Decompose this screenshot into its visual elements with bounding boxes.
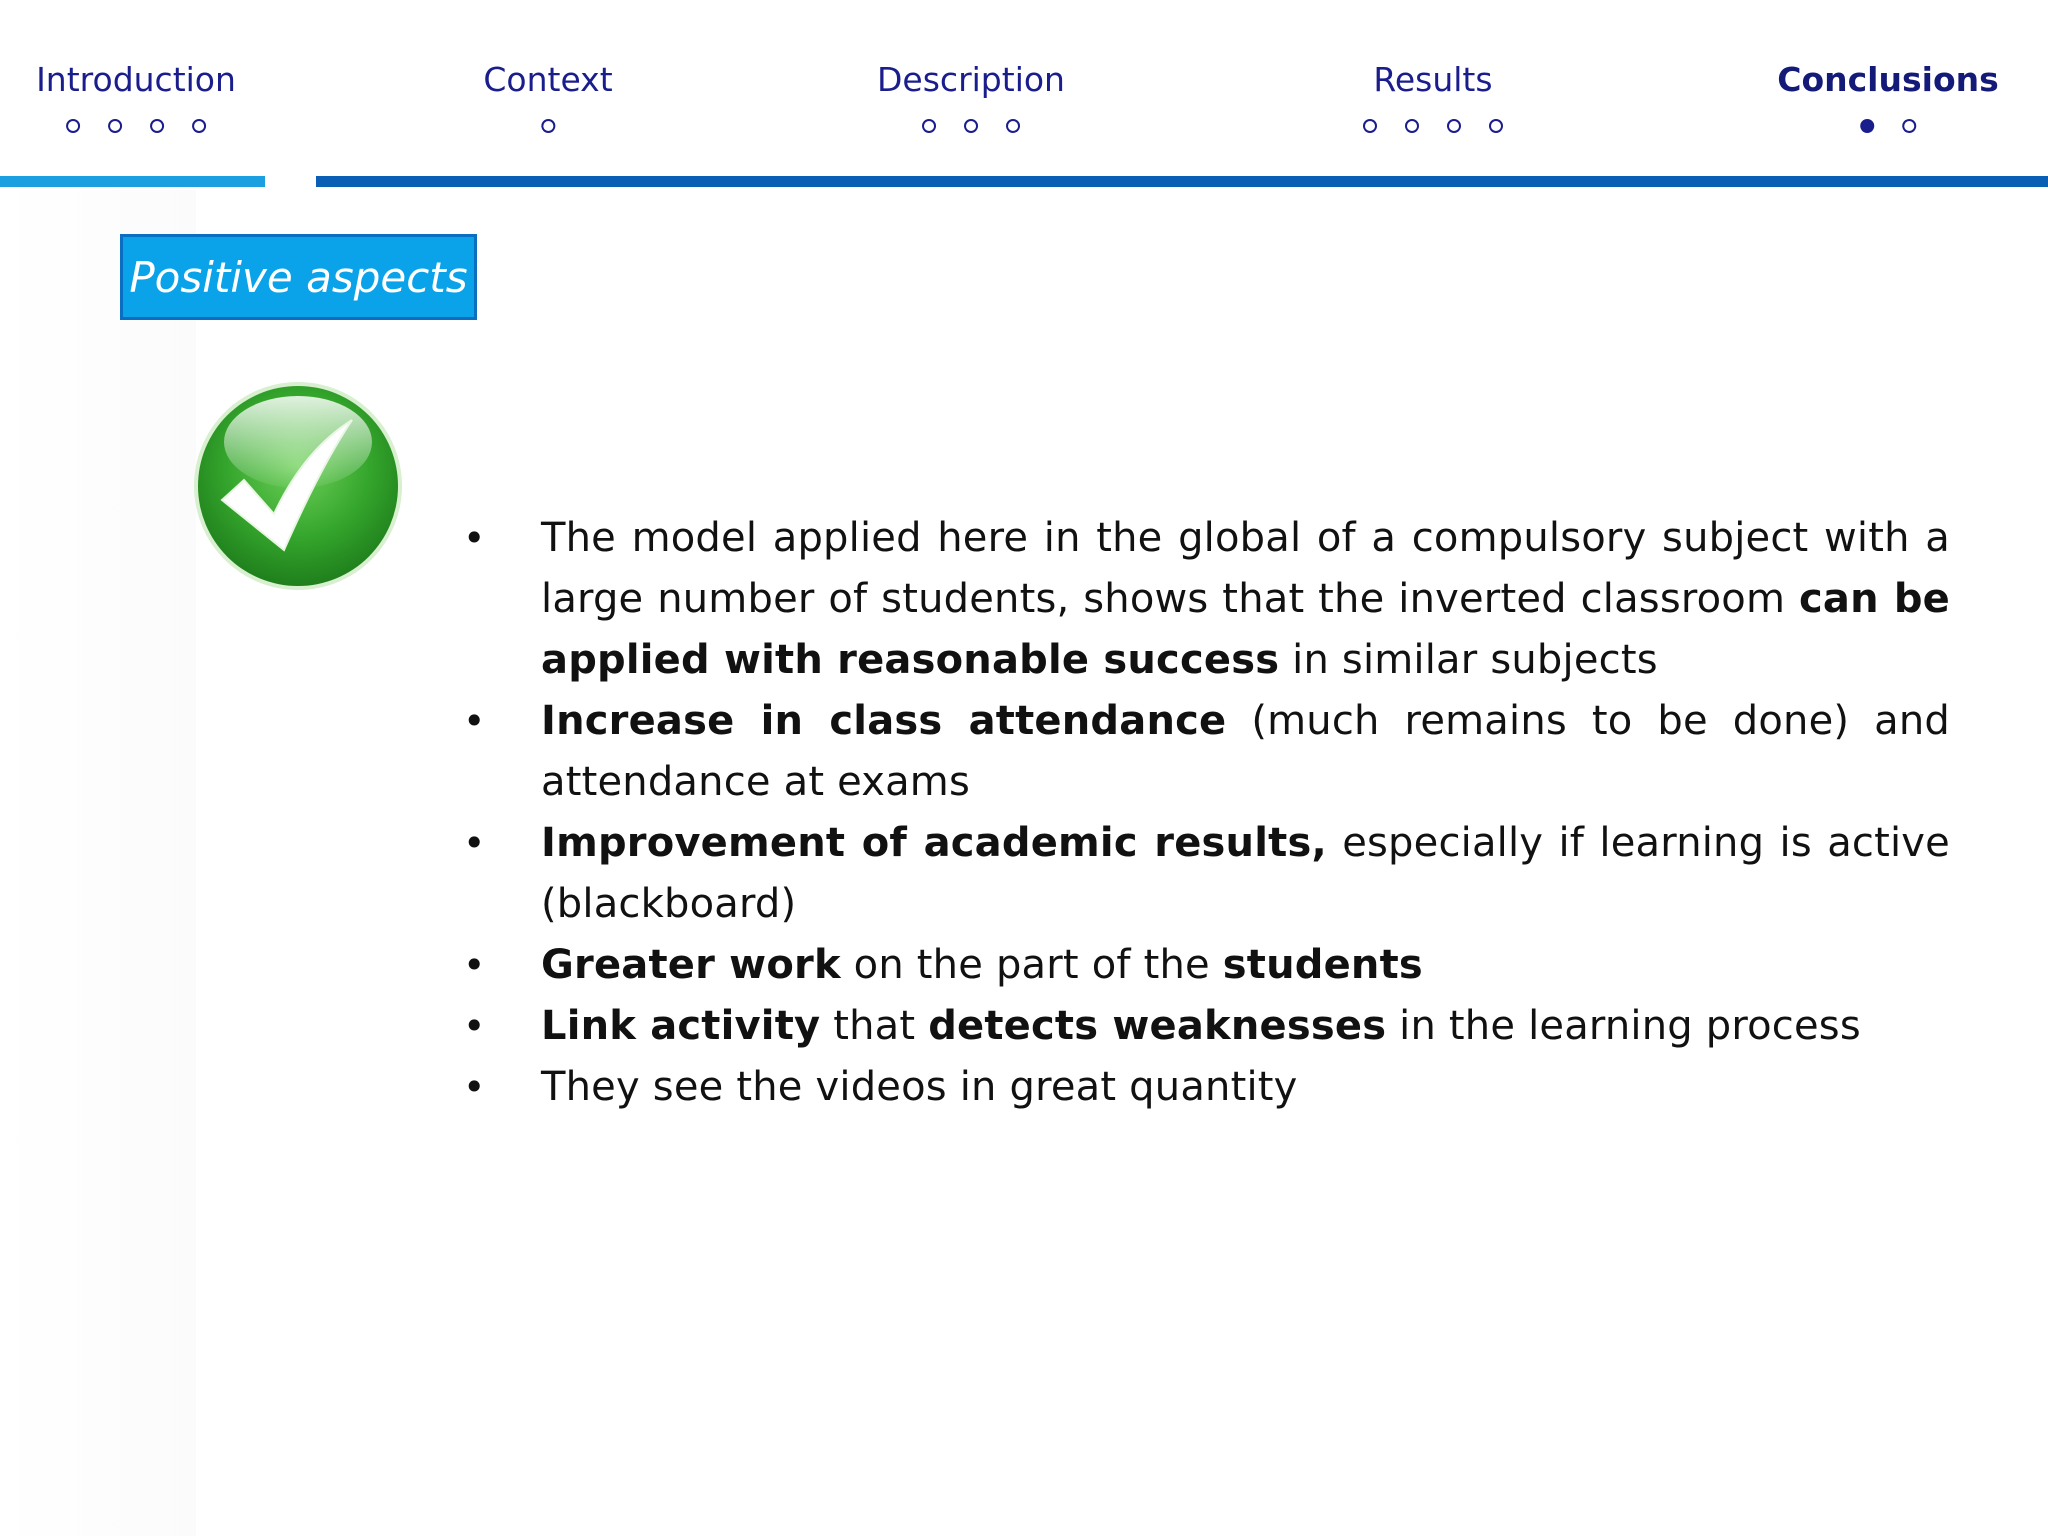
nav-label: Conclusions (1777, 60, 1999, 99)
bullet-text-bold: can be applied with reasonable success (541, 576, 1950, 683)
bullet-marker: • (463, 821, 486, 865)
bullet-text-bold: detects weaknesses (928, 1003, 1387, 1049)
nav-bar-left (0, 176, 265, 187)
nav-dot[interactable] (922, 119, 936, 133)
nav-dot[interactable] (150, 119, 164, 133)
bullet-text-bold: Greater work (541, 942, 841, 988)
section-header-box (120, 234, 477, 320)
bullet-list (455, 508, 1950, 1118)
bullet-marker: • (463, 516, 486, 560)
bullet-item (455, 508, 1950, 691)
nav-label: Results (1373, 60, 1493, 99)
nav-dots (36, 114, 236, 138)
nav-section-description[interactable] (877, 56, 1065, 138)
bullet-text: The model applied here in the global of a compulsory subject with a large number of students, shows that the inverted classroom (541, 515, 1950, 622)
nav-dot[interactable] (108, 119, 122, 133)
bullet-text: especially if learning is active (blackboard) (541, 820, 1950, 927)
bullet-text: on the part of the (840, 942, 1223, 988)
bullet-text-bold: Increase in class attendance (541, 698, 1227, 744)
nav-dot[interactable] (192, 119, 206, 133)
bullet-text: in similar subjects (1279, 637, 1658, 683)
nav-dot[interactable] (1447, 119, 1461, 133)
bullet-text-bold: students (1222, 942, 1423, 988)
bullet-item (455, 935, 1950, 996)
bullet-item (455, 1057, 1950, 1118)
nav-dot[interactable] (1489, 119, 1503, 133)
nav-bar-right (316, 176, 2048, 187)
section-navigation (0, 0, 2048, 190)
bullet-text-bold: Link activity (541, 1003, 821, 1049)
nav-section-context[interactable] (483, 56, 612, 138)
nav-dot-current[interactable] (1860, 119, 1874, 133)
section-header-title: Positive aspects (129, 252, 468, 302)
nav-label: Description (877, 60, 1065, 99)
nav-dot[interactable] (964, 119, 978, 133)
nav-section-conclusions[interactable] (1777, 56, 1999, 138)
checkmark-icon (192, 380, 404, 592)
nav-dots (877, 114, 1065, 138)
nav-dot[interactable] (66, 119, 80, 133)
bullet-marker: • (463, 1004, 486, 1048)
bullet-text-bold: Improvement of academic results, (541, 820, 1327, 866)
bullet-text: They see the videos in great quantity (541, 1064, 1298, 1110)
nav-section-introduction[interactable] (36, 56, 236, 138)
bullet-item (455, 813, 1950, 935)
bullet-marker: • (463, 943, 486, 987)
bullet-text: in the learning process (1386, 1003, 1861, 1049)
bullet-text: that (820, 1003, 929, 1049)
nav-dots (483, 114, 612, 138)
bullet-marker: • (463, 1065, 486, 1109)
bullet-item (455, 996, 1950, 1057)
nav-dots (1363, 114, 1503, 138)
nav-label: Introduction (36, 60, 236, 99)
nav-section-results[interactable] (1363, 56, 1503, 138)
nav-dot[interactable] (1902, 119, 1916, 133)
nav-dot[interactable] (1405, 119, 1419, 133)
nav-dot[interactable] (1363, 119, 1377, 133)
nav-dot[interactable] (1006, 119, 1020, 133)
nav-dot[interactable] (541, 119, 555, 133)
nav-label: Context (483, 60, 613, 99)
nav-dots (1777, 114, 1999, 138)
bullet-marker: • (463, 699, 486, 743)
left-shade-panel (0, 190, 196, 1536)
bullet-text: (much remains to be done) and attendance at exams (541, 698, 1950, 805)
bullet-item (455, 691, 1950, 813)
